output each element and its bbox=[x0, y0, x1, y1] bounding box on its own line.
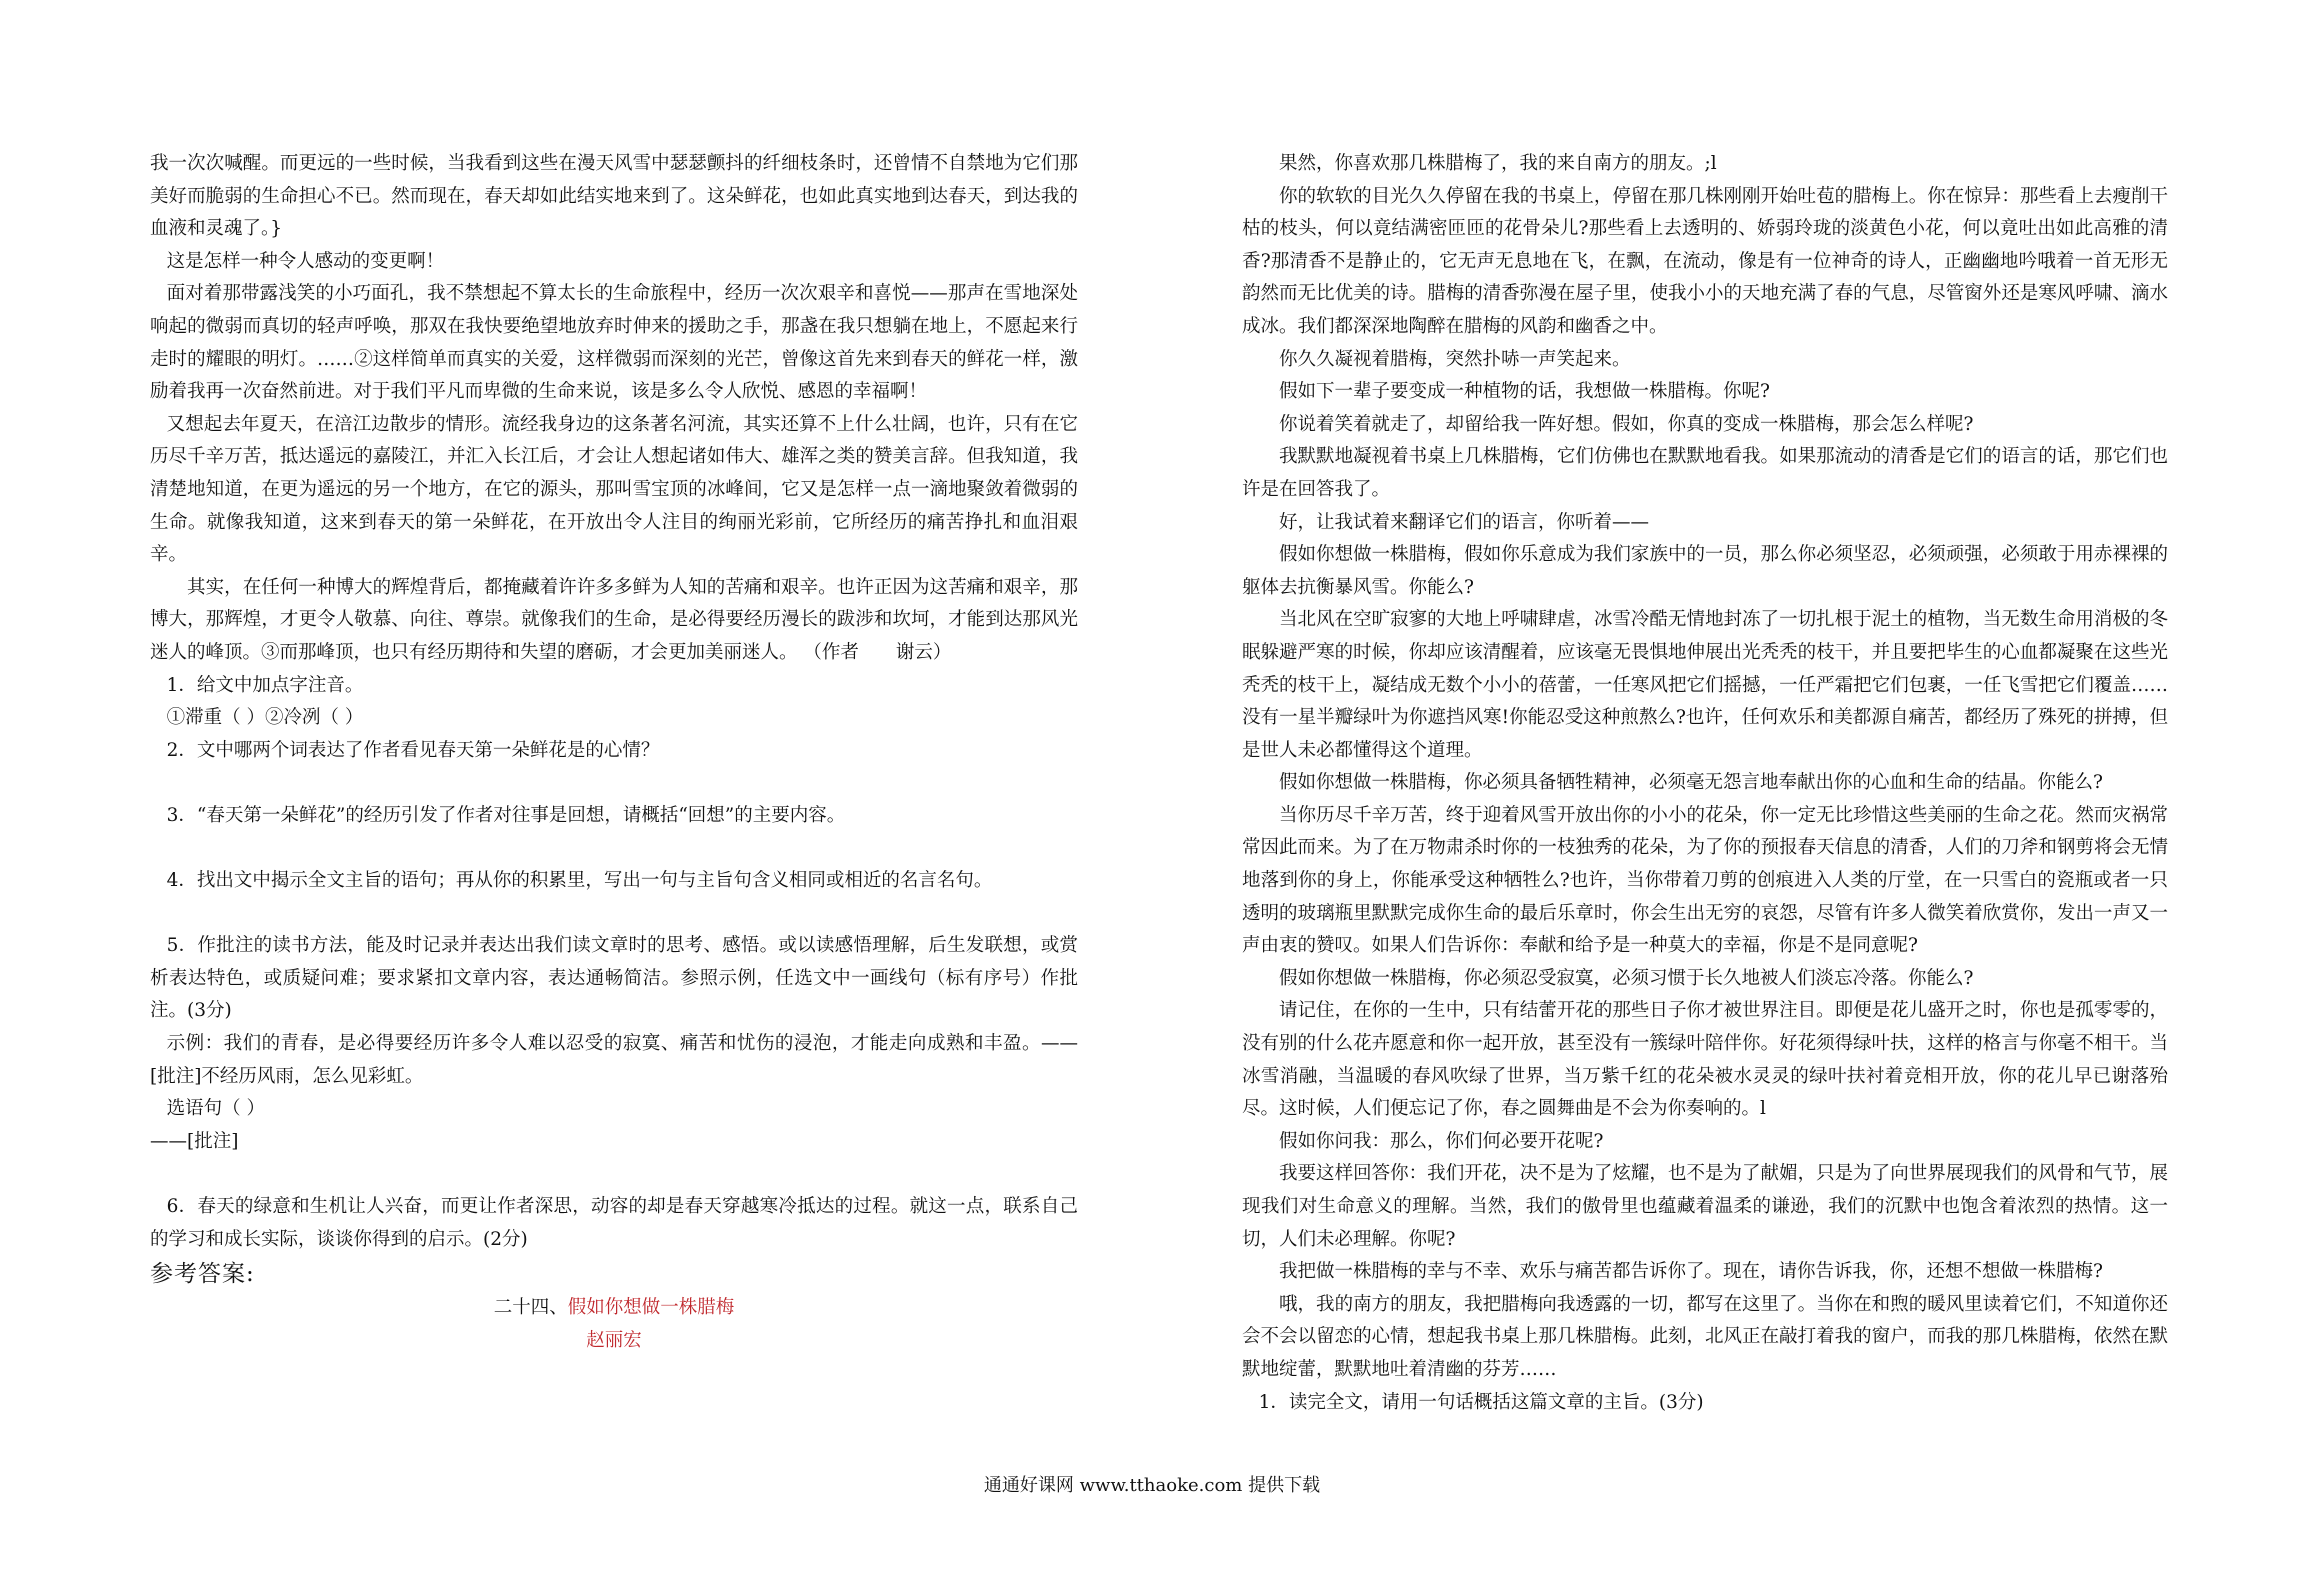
question-6: 6．春天的绿意和生机让人兴奋，而更让作者深思，动容的却是春天穿越寒冷抵达的过程。就这一点，联系自己的学习和成长实际，谈谈你得到的启示。(2分) bbox=[150, 1196, 1078, 1250]
article-author: 赵丽宏 bbox=[586, 1329, 642, 1351]
paragraph: 假如下一辈子要变成一种植物的话，我想做一株腊梅。你呢? bbox=[1279, 381, 1770, 403]
paragraph: 假如你想做一株腊梅，你必须具备牺牲精神，必须毫无怨言地奉献出你的心血和生命的结晶。你能么? bbox=[1279, 772, 2103, 794]
question-5-select: 选语句（ ） bbox=[166, 1098, 266, 1120]
paragraph: 我把做一株腊梅的幸与不幸、欢乐与痛苦都告诉你了。现在，请你告诉我，你，还想不想做一株腊梅? bbox=[1279, 1261, 2103, 1283]
question-3: 3．“春天第一朵鲜花”的经历引发了作者对往事是回想，请概括“回想”的主要内容。 bbox=[166, 804, 846, 826]
paragraph: 我要这样回答你：我们开花，决不是为了炫耀，也不是为了献媚，只是为了向世界展现我们的风骨和气节，展现我们对生命意义的理解。当然，我们的傲骨里也蕴藏着温柔的谦逊，我们的沉默中也饱含着浓烈的热情。这一切，人们未必理解。你呢? bbox=[1242, 1163, 2168, 1250]
paragraph: 请记住，在你的一生中，只有结蕾开花的那些日子你才被世界注目。即便是花儿盛开之时，你也是孤零零的，没有别的什么花卉愿意和你一起开放，甚至没有一簇绿叶陪伴你。好花须得绿叶扶，这样的格言与你毫不相干。当冰雪消融，当温暖的春风吹绿了世界，当万紫千红的花朵被水灵灵的绿叶扶衬着竞相开放，你的花儿早已谢落殆尽。这时候，人们便忘记了你，春之圆舞曲是不会为你奏响的。l bbox=[1242, 1000, 2168, 1120]
question-1: 1．给文中加点字注音。 bbox=[166, 674, 364, 696]
paragraph: 哦，我的南方的朋友，我把腊梅向我透露的一切，都写在这里了。当你在和煦的暖风里读着它们，不知道你还会不会以留恋的心情，想起我书桌上那几株腊梅。此刻，北风正在敲打着我的窗户，而我的那几株腊梅，依然在默默地绽蕾，默默地吐着清幽的芬芳…… bbox=[1242, 1293, 2168, 1380]
right-column bbox=[1242, 148, 2168, 1419]
paragraph: 我默默地凝视着书桌上几株腊梅，它们仿佛也在默默地看我。如果那流动的清香是它们的语言的话，那它们也许是在回答我了。 bbox=[1242, 446, 2168, 500]
question-4: 4．找出文中揭示全文主旨的语句；再从你的积累里，写出一句与主旨句含义相同或相近的名言名句。 bbox=[166, 870, 993, 892]
paragraph: 你的软软的目光久久停留在我的书桌上，停留在那几株刚刚开始吐苞的腊梅上。你在惊异：那些看上去瘦削干枯的枝头，何以竟结满密匝匝的花骨朵儿?那些看上去透明的、娇弱玲珑的淡黄色小花，何以竟吐出如此高雅的清香?那清香不是静止的，它无声无息地在飞，在飘，在流动，像是有一位神奇的诗人，正幽幽地吟哦着一首无形无韵然而无比优美的诗。腊梅的清香弥漫在屋子里，使我小小的天地充满了春的气息，尽管窗外还是寒风呼啸、滴水成冰。我们都深深地陶醉在腊梅的风韵和幽香之中。 bbox=[1242, 185, 2168, 337]
paragraph: 你久久凝视着腊梅，突然扑哧一声笑起来。 bbox=[1279, 348, 1631, 370]
left-column bbox=[150, 148, 1078, 1357]
question-5-annotation: ——[批注] bbox=[150, 1130, 239, 1152]
paragraph: 当你历尽千辛万苦，终于迎着风雪开放出你的小小的花朵，你一定无比珍惜这些美丽的生命之花。然而灾祸常常因此而来。为了在万物肃杀时你的一枝独秀的花朵，为了你的预报春天信息的清香，人们的刀斧和钢剪将会无情地落到你的身上，你能承受这种牺牲么?也许，当你带着刀剪的创痕进入人类的厅堂，在一只雪白的瓷瓶或者一只透明的玻璃瓶里默默完成你生命的最后乐章时，你会生出无穷的哀怨，尽管有许多人微笑着欣赏你，发出一声又一声由衷的赞叹。如果人们告诉你：奉献和给予是一种莫大的幸福，你是不是同意呢? bbox=[1242, 804, 2168, 957]
question-5: 5．作批注的读书方法，能及时记录并表达出我们读文章时的思考、感悟。或以读感悟理解，后生发联想，或赏析表达特色，或质疑问难；要求紧扣文章内容，表达通畅简洁。参照示例，任选文中一画线句（标有序号）作批注。(3分) bbox=[150, 935, 1078, 1022]
footer-source: 通通好课网 www.tthaoke.com 提供下载 bbox=[983, 1475, 1321, 1496]
article-title bbox=[150, 1292, 1078, 1325]
question-2: 2．文中哪两个词表达了作者看见春天第一朵鲜花是的心情？ bbox=[166, 739, 660, 761]
paragraph: 其实，在任何一种博大的辉煌背后，都掩藏着许许多多鲜为人知的苦痛和艰辛。也许正因为这苦痛和艰辛，那博大，那辉煌，才更令人敬慕、向往、尊崇。就像我们的生命，是必得要经历漫长的跋涉和坎坷，才能到达那风光迷人的峰顶。③而那峰顶，也只有经历期待和失望的磨砺，才会更加美丽迷人。 （作者 谢云） bbox=[150, 576, 1078, 663]
answer-space bbox=[150, 832, 1078, 865]
paragraph: 假如你想做一株腊梅，假如你乐意成为我们家族中的一员，那么你必须坚忍，必须顽强，必须敢于用赤裸裸的躯体去抗衡暴风雪。你能么? bbox=[1242, 544, 2168, 598]
paragraph: 又想起去年夏天，在涪江边散步的情形。流经我身边的这条著名河流，其实还算不上什么壮阔，也许，只有在它历尽千辛万苦，抵达遥远的嘉陵江，并汇入长江后，才会让人想起诸如伟大、雄浑之类的赞美言辞。但我知道，我清楚地知道，在更为遥远的另一个地方，在它的源头，那叫雪宝顶的冰峰间，它又是怎样一点一滴地聚敛着微弱的生命。就像我知道，这来到春天的第一朵鲜花，在开放出令人注目的绚丽光彩前，它所经历的痛苦挣扎和血泪艰辛。 bbox=[150, 413, 1078, 566]
answer-space bbox=[150, 1158, 1078, 1191]
paragraph: 你说着笑着就走了，却留给我一阵好想。假如，你真的变成一株腊梅，那会怎么样呢? bbox=[1279, 413, 1974, 435]
answer-space bbox=[150, 767, 1078, 800]
paragraph: 当北风在空旷寂寥的大地上呼啸肆虐，冰雪冷酷无情地封冻了一切扎根于泥土的植物，当无数生命用消极的冬眠躲避严寒的时候，你却应该清醒着，应该毫无畏惧地伸展出光秃秃的枝干，并且要把毕生的心血都凝聚在这些光秃秃的枝干上，凝结成无数个小小的蓓蕾，一任寒风把它们摇撼，一任严霜把它们包裹，一任飞雪把它们覆盖……没有一星半瓣绿叶为你遮挡风寒!你能忍受这种煎熬么?也许，任何欢乐和美都源自痛苦，都经历了殊死的拼搏，但是世人未必都懂得这个道理。 bbox=[1242, 609, 2168, 761]
question-5-example: 示例：我们的青春，是必得要经历许多令人难以忍受的寂寞、痛苦和忧伤的浸泡，才能走向成熟和丰盈。——[批注]不经历风雨，怎么见彩虹。 bbox=[150, 1033, 1078, 1087]
question-1: 1．读完全文，请用一句话概括这篇文章的主旨。(3分) bbox=[1258, 1391, 1704, 1413]
paragraph: 我一次次喊醒。而更远的一些时候，当我看到这些在漫天风雪中瑟瑟颤抖的纤细枝条时，还曾情不自禁地为它们那美好而脆弱的生命担心不已。然而现在，春天却如此结实地来到了。这朵鲜花，也如此真实地到达春天，到达我的血液和灵魂了。} bbox=[150, 153, 1078, 240]
answer-space bbox=[150, 898, 1078, 931]
paragraph: 假如你想做一株腊梅，你必须忍受寂寞，必须习惯于长久地被人们淡忘冷落。你能么? bbox=[1279, 967, 1974, 989]
paragraph: 果然，你喜欢那几株腊梅了，我的来自南方的朋友。;l bbox=[1279, 153, 1717, 174]
paragraph: 这是怎样一种令人感动的变更啊！ bbox=[166, 250, 445, 272]
article-number: 二十四、 bbox=[493, 1297, 568, 1319]
article-title-text: 假如你想做一株腊梅 bbox=[567, 1297, 735, 1319]
paragraph: 好，让我试着来翻译它们的语言，你听着—— bbox=[1279, 511, 1650, 533]
paragraph: 假如你问我：那么，你们何必要开花呢? bbox=[1279, 1130, 1604, 1152]
answers-heading: 参考答案: bbox=[150, 1261, 255, 1288]
paragraph: 面对着那带露浅笑的小巧面孔，我不禁想起不算太长的生命旅程中，经历一次次艰辛和喜悦——那声在雪地深处响起的微弱而真切的轻声呼唤，那双在我快要绝望地放弃时伸来的援助之手，那盏在我只想躺在地上，不愿起来行走时的耀眼的明灯。……②这样简单而真实的关爱，这样微弱而深刻的光芒，曾像这首先来到春天的鲜花一样，激励着我再一次奋然前进。对于我们平凡而卑微的生命来说，该是多么令人欣悦、感恩的幸福啊！ bbox=[150, 283, 1078, 403]
question-1-blanks: ①滞重（ ）②冷冽（ ） bbox=[166, 707, 364, 729]
